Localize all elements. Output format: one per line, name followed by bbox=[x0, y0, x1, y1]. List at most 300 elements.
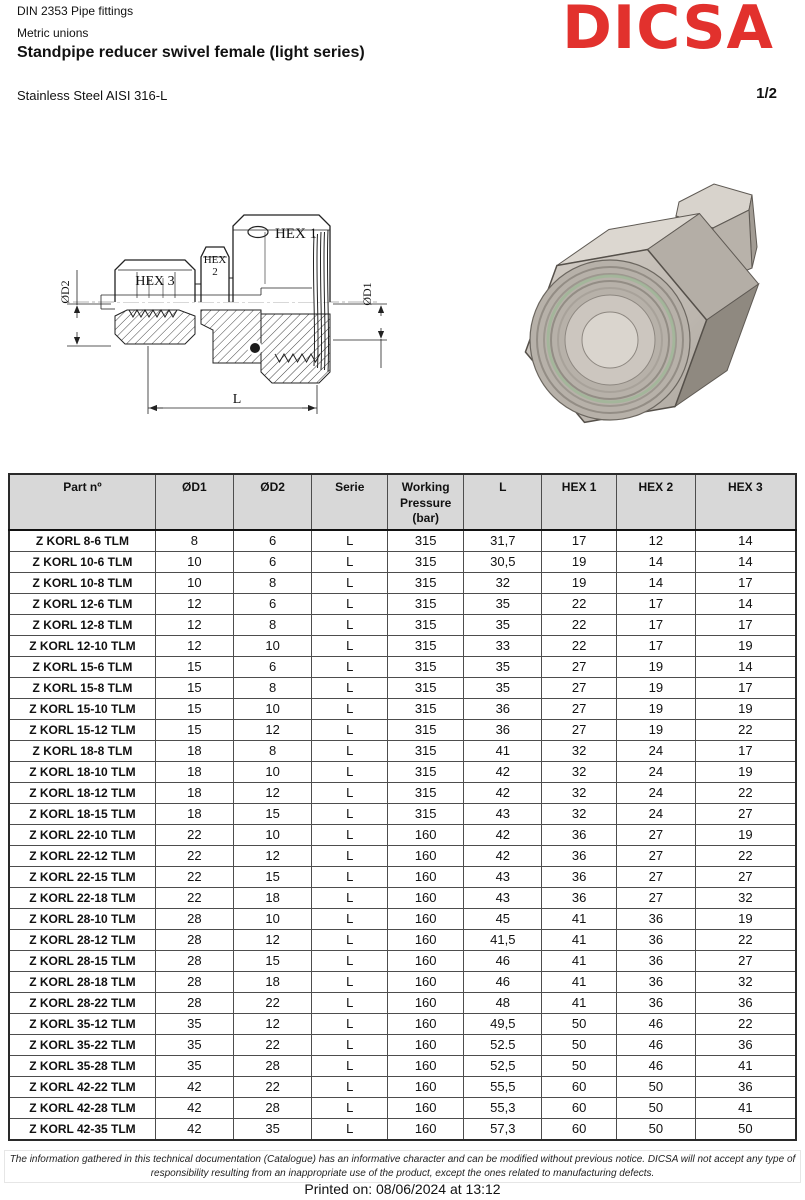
value-cell: 50 bbox=[617, 1076, 696, 1097]
part-number-cell: Z KORL 28-22 TLM bbox=[9, 992, 155, 1013]
value-cell: 33 bbox=[464, 635, 542, 656]
part-number-cell: Z KORL 15-8 TLM bbox=[9, 677, 155, 698]
table-row bbox=[9, 635, 796, 656]
value-cell: 36 bbox=[542, 845, 617, 866]
value-cell: 12 bbox=[155, 614, 233, 635]
spec-table bbox=[8, 473, 797, 1141]
value-cell: 35 bbox=[464, 677, 542, 698]
col-hex3: HEX 3 bbox=[695, 474, 796, 530]
value-cell: L bbox=[312, 803, 388, 824]
value-cell: 18 bbox=[155, 803, 233, 824]
part-number-cell: Z KORL 18-8 TLM bbox=[9, 740, 155, 761]
value-cell: 12 bbox=[155, 593, 233, 614]
value-cell: 160 bbox=[388, 887, 464, 908]
value-cell: 32 bbox=[542, 782, 617, 803]
value-cell: 17 bbox=[695, 572, 796, 593]
value-cell: 41 bbox=[542, 971, 617, 992]
part-number-cell: Z KORL 15-12 TLM bbox=[9, 719, 155, 740]
part-number-cell: Z KORL 10-6 TLM bbox=[9, 551, 155, 572]
value-cell: 6 bbox=[233, 551, 312, 572]
col-d1: ØD1 bbox=[155, 474, 233, 530]
table-row bbox=[9, 677, 796, 698]
hex2-label-top: HEX bbox=[203, 254, 227, 266]
part-number-cell: Z KORL 22-10 TLM bbox=[9, 824, 155, 845]
value-cell: 6 bbox=[233, 593, 312, 614]
table-row bbox=[9, 866, 796, 887]
value-cell: L bbox=[312, 1034, 388, 1055]
value-cell: 17 bbox=[542, 530, 617, 552]
value-cell: 60 bbox=[542, 1118, 617, 1140]
col-hex2: HEX 2 bbox=[617, 474, 696, 530]
value-cell: 15 bbox=[155, 698, 233, 719]
table-row bbox=[9, 740, 796, 761]
value-cell: 19 bbox=[695, 824, 796, 845]
value-cell: 35 bbox=[155, 1034, 233, 1055]
value-cell: L bbox=[312, 656, 388, 677]
value-cell: 32 bbox=[542, 740, 617, 761]
value-cell: 17 bbox=[617, 614, 696, 635]
value-cell: 43 bbox=[464, 866, 542, 887]
table-row bbox=[9, 929, 796, 950]
value-cell: 43 bbox=[464, 803, 542, 824]
value-cell: 8 bbox=[233, 614, 312, 635]
table-row bbox=[9, 1055, 796, 1076]
part-number-cell: Z KORL 35-22 TLM bbox=[9, 1034, 155, 1055]
hex1-section bbox=[261, 314, 330, 383]
value-cell: L bbox=[312, 782, 388, 803]
dia1-label: ØD1 bbox=[360, 282, 374, 306]
value-cell: 28 bbox=[233, 1055, 312, 1076]
value-cell: L bbox=[312, 1097, 388, 1118]
value-cell: 50 bbox=[617, 1097, 696, 1118]
value-cell: 8 bbox=[155, 530, 233, 552]
value-cell: L bbox=[312, 845, 388, 866]
value-cell: 18 bbox=[155, 782, 233, 803]
value-cell: 12 bbox=[233, 782, 312, 803]
value-cell: 10 bbox=[155, 572, 233, 593]
value-cell: 22 bbox=[542, 614, 617, 635]
value-cell: 60 bbox=[542, 1097, 617, 1118]
table-row bbox=[9, 908, 796, 929]
value-cell: 22 bbox=[155, 845, 233, 866]
part-number-cell: Z KORL 35-12 TLM bbox=[9, 1013, 155, 1034]
value-cell: 315 bbox=[388, 614, 464, 635]
value-cell: 315 bbox=[388, 761, 464, 782]
part-number-cell: Z KORL 12-8 TLM bbox=[9, 614, 155, 635]
value-cell: 41 bbox=[542, 950, 617, 971]
part-number-cell: Z KORL 22-12 TLM bbox=[9, 845, 155, 866]
hex2-label-num: 2 bbox=[212, 266, 218, 278]
value-cell: 315 bbox=[388, 803, 464, 824]
value-cell: 14 bbox=[695, 656, 796, 677]
part-number-cell: Z KORL 42-22 TLM bbox=[9, 1076, 155, 1097]
value-cell: 315 bbox=[388, 572, 464, 593]
value-cell: 27 bbox=[542, 719, 617, 740]
dia2-label: ØD2 bbox=[58, 280, 72, 304]
value-cell: 36 bbox=[617, 950, 696, 971]
doc-standard: DIN 2353 Pipe fittings bbox=[17, 4, 134, 18]
value-cell: 22 bbox=[155, 887, 233, 908]
value-cell: 48 bbox=[464, 992, 542, 1013]
value-cell: 19 bbox=[695, 635, 796, 656]
value-cell: 160 bbox=[388, 908, 464, 929]
value-cell: 17 bbox=[695, 614, 796, 635]
value-cell: 12 bbox=[233, 1013, 312, 1034]
value-cell: 14 bbox=[695, 551, 796, 572]
part-number-cell: Z KORL 12-6 TLM bbox=[9, 593, 155, 614]
value-cell: 27 bbox=[617, 866, 696, 887]
value-cell: 15 bbox=[233, 950, 312, 971]
value-cell: 315 bbox=[388, 719, 464, 740]
part-number-cell: Z KORL 8-6 TLM bbox=[9, 530, 155, 552]
table-row bbox=[9, 1097, 796, 1118]
value-cell: 315 bbox=[388, 530, 464, 552]
value-cell: 19 bbox=[695, 698, 796, 719]
value-cell: 27 bbox=[542, 698, 617, 719]
value-cell: 12 bbox=[233, 719, 312, 740]
hex3-section bbox=[115, 310, 195, 344]
value-cell: L bbox=[312, 992, 388, 1013]
table-row bbox=[9, 572, 796, 593]
value-cell: 36 bbox=[542, 866, 617, 887]
table-row bbox=[9, 992, 796, 1013]
value-cell: 55,3 bbox=[464, 1097, 542, 1118]
table-row bbox=[9, 530, 796, 552]
value-cell: 32 bbox=[695, 887, 796, 908]
value-cell: 28 bbox=[155, 908, 233, 929]
printed-timestamp: Printed on: 08/06/2024 at 13:12 bbox=[304, 1181, 501, 1197]
value-cell: L bbox=[312, 908, 388, 929]
value-cell: 28 bbox=[155, 929, 233, 950]
part-number-cell: Z KORL 42-28 TLM bbox=[9, 1097, 155, 1118]
value-cell: 24 bbox=[617, 761, 696, 782]
value-cell: 22 bbox=[542, 635, 617, 656]
value-cell: L bbox=[312, 635, 388, 656]
table-header-row bbox=[9, 474, 796, 530]
value-cell: 315 bbox=[388, 740, 464, 761]
part-number-cell: Z KORL 28-12 TLM bbox=[9, 929, 155, 950]
value-cell: 42 bbox=[464, 782, 542, 803]
value-cell: 32 bbox=[695, 971, 796, 992]
value-cell: 42 bbox=[464, 824, 542, 845]
value-cell: 27 bbox=[542, 677, 617, 698]
table-row bbox=[9, 1034, 796, 1055]
value-cell: L bbox=[312, 866, 388, 887]
value-cell: 315 bbox=[388, 551, 464, 572]
value-cell: 160 bbox=[388, 1013, 464, 1034]
value-cell: 18 bbox=[233, 971, 312, 992]
value-cell: L bbox=[312, 740, 388, 761]
value-cell: 19 bbox=[617, 698, 696, 719]
product-photo bbox=[498, 148, 798, 433]
value-cell: L bbox=[312, 551, 388, 572]
table-row bbox=[9, 950, 796, 971]
part-number-cell: Z KORL 42-35 TLM bbox=[9, 1118, 155, 1140]
value-cell: 160 bbox=[388, 971, 464, 992]
value-cell: L bbox=[312, 1118, 388, 1140]
value-cell: 14 bbox=[695, 593, 796, 614]
value-cell: 24 bbox=[617, 740, 696, 761]
value-cell: 35 bbox=[233, 1118, 312, 1140]
value-cell: 17 bbox=[695, 677, 796, 698]
value-cell: L bbox=[312, 1013, 388, 1034]
part-number-cell: Z KORL 15-6 TLM bbox=[9, 656, 155, 677]
value-cell: 6 bbox=[233, 530, 312, 552]
col-serie: Serie bbox=[312, 474, 388, 530]
part-number-cell: Z KORL 28-18 TLM bbox=[9, 971, 155, 992]
value-cell: 27 bbox=[617, 887, 696, 908]
value-cell: 36 bbox=[695, 992, 796, 1013]
value-cell: 22 bbox=[695, 929, 796, 950]
part-number-cell: Z KORL 10-8 TLM bbox=[9, 572, 155, 593]
value-cell: 50 bbox=[542, 1055, 617, 1076]
value-cell: 10 bbox=[233, 635, 312, 656]
value-cell: 18 bbox=[155, 761, 233, 782]
value-cell: 160 bbox=[388, 845, 464, 866]
part-number-cell: Z KORL 22-18 TLM bbox=[9, 887, 155, 908]
value-cell: 22 bbox=[233, 1034, 312, 1055]
value-cell: 8 bbox=[233, 740, 312, 761]
material-label: Stainless Steel AISI 316-L bbox=[17, 88, 168, 103]
value-cell: 15 bbox=[155, 719, 233, 740]
value-cell: 17 bbox=[617, 593, 696, 614]
value-cell: 315 bbox=[388, 782, 464, 803]
col-length: L bbox=[464, 474, 542, 530]
table-row bbox=[9, 761, 796, 782]
table-row bbox=[9, 614, 796, 635]
value-cell: 35 bbox=[464, 656, 542, 677]
value-cell: 10 bbox=[233, 698, 312, 719]
value-cell: 160 bbox=[388, 1118, 464, 1140]
value-cell: 14 bbox=[695, 530, 796, 552]
doc-category: Metric unions bbox=[17, 26, 89, 40]
value-cell: 43 bbox=[464, 887, 542, 908]
table-row bbox=[9, 1118, 796, 1140]
hex1-label: HEX 1 bbox=[274, 226, 318, 242]
value-cell: 31,7 bbox=[464, 530, 542, 552]
value-cell: 10 bbox=[233, 761, 312, 782]
value-cell: 22 bbox=[542, 593, 617, 614]
page-number: 1/2 bbox=[756, 85, 777, 102]
table-row bbox=[9, 1013, 796, 1034]
part-number-cell: Z KORL 18-15 TLM bbox=[9, 803, 155, 824]
table-row bbox=[9, 698, 796, 719]
value-cell: 36 bbox=[695, 1034, 796, 1055]
value-cell: L bbox=[312, 677, 388, 698]
value-cell: 35 bbox=[155, 1013, 233, 1034]
value-cell: 46 bbox=[464, 971, 542, 992]
value-cell: 46 bbox=[617, 1055, 696, 1076]
value-cell: 22 bbox=[695, 845, 796, 866]
value-cell: 46 bbox=[464, 950, 542, 971]
value-cell: 42 bbox=[155, 1097, 233, 1118]
value-cell: 36 bbox=[617, 971, 696, 992]
bore bbox=[582, 312, 638, 368]
value-cell: 50 bbox=[542, 1013, 617, 1034]
value-cell: 50 bbox=[617, 1118, 696, 1140]
value-cell: 32 bbox=[542, 761, 617, 782]
table-body bbox=[9, 530, 796, 1140]
value-cell: 10 bbox=[233, 824, 312, 845]
value-cell: 41 bbox=[542, 929, 617, 950]
value-cell: 19 bbox=[542, 551, 617, 572]
value-cell: 46 bbox=[617, 1013, 696, 1034]
value-cell: 160 bbox=[388, 950, 464, 971]
value-cell: 160 bbox=[388, 992, 464, 1013]
col-part-number: Part nº bbox=[9, 474, 155, 530]
value-cell: 30,5 bbox=[464, 551, 542, 572]
value-cell: 17 bbox=[617, 635, 696, 656]
table-row bbox=[9, 551, 796, 572]
value-cell: 19 bbox=[617, 656, 696, 677]
value-cell: 50 bbox=[542, 1034, 617, 1055]
table-row bbox=[9, 782, 796, 803]
value-cell: 160 bbox=[388, 866, 464, 887]
value-cell: 28 bbox=[233, 1097, 312, 1118]
value-cell: 160 bbox=[388, 1055, 464, 1076]
value-cell: 19 bbox=[695, 761, 796, 782]
value-cell: 6 bbox=[233, 656, 312, 677]
value-cell: 36 bbox=[617, 992, 696, 1013]
part-number-cell: Z KORL 22-15 TLM bbox=[9, 866, 155, 887]
value-cell: L bbox=[312, 1076, 388, 1097]
value-cell: 28 bbox=[155, 950, 233, 971]
value-cell: 49,5 bbox=[464, 1013, 542, 1034]
value-cell: 55,5 bbox=[464, 1076, 542, 1097]
value-cell: 36 bbox=[464, 719, 542, 740]
value-cell: 22 bbox=[695, 1013, 796, 1034]
value-cell: L bbox=[312, 761, 388, 782]
part-number-cell: Z KORL 12-10 TLM bbox=[9, 635, 155, 656]
value-cell: 52.5 bbox=[464, 1034, 542, 1055]
value-cell: 60 bbox=[542, 1076, 617, 1097]
value-cell: L bbox=[312, 572, 388, 593]
table-row bbox=[9, 845, 796, 866]
page-title: Standpipe reducer swivel female (light series) bbox=[17, 44, 365, 61]
value-cell: 46 bbox=[617, 1034, 696, 1055]
table-row bbox=[9, 824, 796, 845]
value-cell: L bbox=[312, 614, 388, 635]
value-cell: 42 bbox=[155, 1076, 233, 1097]
value-cell: 315 bbox=[388, 635, 464, 656]
col-hex1: HEX 1 bbox=[542, 474, 617, 530]
length-label: L bbox=[232, 392, 242, 407]
value-cell: 41 bbox=[695, 1097, 796, 1118]
value-cell: 18 bbox=[155, 740, 233, 761]
value-cell: L bbox=[312, 929, 388, 950]
value-cell: 24 bbox=[617, 803, 696, 824]
value-cell: 41 bbox=[542, 908, 617, 929]
value-cell: 28 bbox=[155, 992, 233, 1013]
value-cell: 160 bbox=[388, 824, 464, 845]
value-cell: 12 bbox=[617, 530, 696, 552]
value-cell: 35 bbox=[464, 593, 542, 614]
value-cell: L bbox=[312, 530, 388, 552]
value-cell: 27 bbox=[695, 803, 796, 824]
table-row bbox=[9, 656, 796, 677]
value-cell: 15 bbox=[155, 677, 233, 698]
value-cell: 14 bbox=[617, 572, 696, 593]
value-cell: 41 bbox=[542, 992, 617, 1013]
value-cell: 27 bbox=[695, 950, 796, 971]
threaded-recess bbox=[530, 260, 690, 420]
value-cell: 10 bbox=[233, 908, 312, 929]
value-cell: 315 bbox=[388, 677, 464, 698]
table-row bbox=[9, 887, 796, 908]
value-cell: 10 bbox=[155, 551, 233, 572]
col-working-pressure: Working Pressure (bar) bbox=[388, 474, 464, 530]
value-cell: 28 bbox=[155, 971, 233, 992]
value-cell: 17 bbox=[695, 740, 796, 761]
value-cell: L bbox=[312, 719, 388, 740]
table-row bbox=[9, 803, 796, 824]
value-cell: 41 bbox=[464, 740, 542, 761]
value-cell: 42 bbox=[464, 845, 542, 866]
value-cell: L bbox=[312, 950, 388, 971]
value-cell: 35 bbox=[155, 1055, 233, 1076]
table-row bbox=[9, 719, 796, 740]
value-cell: 36 bbox=[542, 887, 617, 908]
value-cell: 36 bbox=[617, 929, 696, 950]
value-cell: 18 bbox=[233, 887, 312, 908]
value-cell: L bbox=[312, 698, 388, 719]
value-cell: 19 bbox=[695, 908, 796, 929]
value-cell: 22 bbox=[695, 782, 796, 803]
value-cell: L bbox=[312, 971, 388, 992]
value-cell: 160 bbox=[388, 929, 464, 950]
part-number-cell: Z KORL 15-10 TLM bbox=[9, 698, 155, 719]
value-cell: 52,5 bbox=[464, 1055, 542, 1076]
value-cell: 32 bbox=[464, 572, 542, 593]
value-cell: 27 bbox=[617, 845, 696, 866]
body-section bbox=[201, 310, 261, 363]
table-row bbox=[9, 971, 796, 992]
value-cell: 12 bbox=[233, 929, 312, 950]
value-cell: 160 bbox=[388, 1076, 464, 1097]
value-cell: 22 bbox=[155, 824, 233, 845]
value-cell: 27 bbox=[695, 866, 796, 887]
dicsa-logo: DICSA bbox=[562, 0, 774, 63]
value-cell: 24 bbox=[617, 782, 696, 803]
value-cell: 22 bbox=[695, 719, 796, 740]
value-cell: 36 bbox=[464, 698, 542, 719]
value-cell: 22 bbox=[155, 866, 233, 887]
part-number-cell: Z KORL 28-10 TLM bbox=[9, 908, 155, 929]
value-cell: 36 bbox=[617, 908, 696, 929]
value-cell: 57,3 bbox=[464, 1118, 542, 1140]
value-cell: L bbox=[312, 1055, 388, 1076]
value-cell: 160 bbox=[388, 1034, 464, 1055]
value-cell: 315 bbox=[388, 593, 464, 614]
value-cell: 50 bbox=[695, 1118, 796, 1140]
table-row bbox=[9, 593, 796, 614]
value-cell: 22 bbox=[233, 1076, 312, 1097]
table-row bbox=[9, 1076, 796, 1097]
value-cell: 12 bbox=[233, 845, 312, 866]
value-cell: 14 bbox=[617, 551, 696, 572]
technical-drawing bbox=[15, 158, 405, 423]
disclaimer-text: The information gathered in this technical documentation (Catalogue) has an informative character and can be modified without previous notice. DICSA will not accept any type of responsibility resulting from an inappropriate use of the product, except the ones related to manufacturing defects. bbox=[4, 1150, 801, 1183]
value-cell: 42 bbox=[155, 1118, 233, 1140]
value-cell: 36 bbox=[695, 1076, 796, 1097]
value-cell: L bbox=[312, 824, 388, 845]
part-number-cell: Z KORL 35-28 TLM bbox=[9, 1055, 155, 1076]
value-cell: 19 bbox=[617, 719, 696, 740]
value-cell: 42 bbox=[464, 761, 542, 782]
value-cell: 12 bbox=[155, 635, 233, 656]
value-cell: 15 bbox=[155, 656, 233, 677]
value-cell: 27 bbox=[542, 656, 617, 677]
